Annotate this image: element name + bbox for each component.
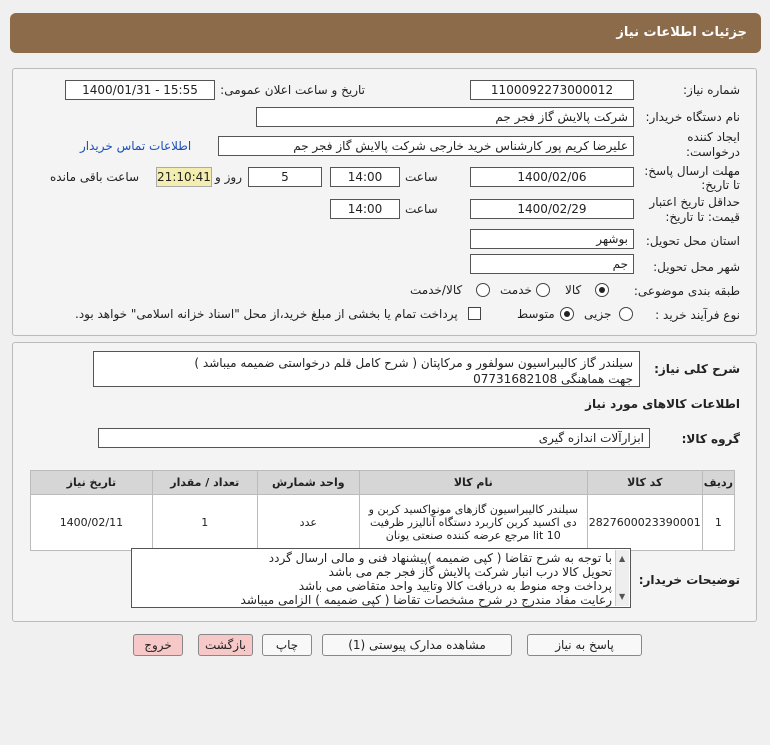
validity-label-2: قیمت: تا تاریخ: [665, 210, 740, 224]
validity-time-label: ساعت [405, 202, 438, 216]
deadline-time-label: ساعت [405, 170, 438, 184]
category-label: طبقه بندی موضوعی: [633, 284, 740, 298]
cell-name: سیلندر کالیبراسیون گازهای مونواکسید کربن و دی اکسید کربن کاربرد دستگاه آنالیزر ظرفیت 10 lit مرجع عرضه کننده صنعتی یونان [359, 495, 587, 551]
attachments-button[interactable]: مشاهده مدارک پیوستی (1) [322, 634, 512, 656]
need-number-field: 1100092273000012 [470, 80, 634, 100]
category-goods-radio[interactable] [595, 283, 609, 297]
treasury-payment-checkbox[interactable] [468, 307, 481, 320]
deadline-label-1: مهلت ارسال پاسخ: [644, 164, 740, 178]
buyer-org-field: شرکت پالایش گاز فجر جم [256, 107, 634, 127]
city-field: جم [470, 254, 634, 274]
buyer-notes-label: توضیحات خریدار: [638, 573, 740, 587]
process-minor-radio[interactable] [619, 307, 633, 321]
creator-field: علیرضا کریم پور کارشناس خرید خارجی شرکت پالایش گاز فجر جم [218, 136, 634, 156]
col-unit: واحد شمارش [257, 471, 359, 495]
announce-field: 1400/01/31 - 15:55 [65, 80, 215, 100]
summary-label: شرح کلی نیاز: [654, 362, 740, 376]
treasury-payment-note: پرداخت تمام یا بخشی از مبلغ خرید،از محل "اسناد خزانه اسلامی" خواهد بود. [75, 307, 458, 321]
note-line-3: پرداخت وجه منوط به دریافت کالا وتایید واحد متقاضی می باشد [298, 579, 612, 593]
cell-qty: 1 [152, 495, 257, 551]
days-field: 5 [248, 167, 322, 187]
days-label: روز و [215, 170, 242, 184]
category-goods-service-label: کالا/خدمت [410, 283, 463, 297]
page-header [10, 13, 761, 53]
notes-scrollbar[interactable] [615, 550, 629, 606]
process-label: نوع فرآیند خرید : [655, 308, 740, 322]
cell-code: 2827600023390001 [587, 495, 702, 551]
category-goods-label: کالا [565, 283, 582, 297]
process-medium-label: متوسط [517, 307, 555, 321]
goods-table-header [31, 471, 735, 495]
summary-line-2: جهت هماهنگی 07731682108 [473, 372, 633, 386]
validity-time-field: 14:00 [330, 199, 400, 219]
col-date: تاریخ نیاز [31, 471, 153, 495]
summary-line-1: سیلندر گاز کالیبراسیون سولفور و مرکاپتان ( شرح کامل قلم درخواستی ضمیمه میباشد ) [194, 356, 633, 370]
province-label: استان محل تحویل: [645, 234, 740, 248]
category-service-label: خدمت [500, 283, 532, 297]
announce-label: تاریخ و ساعت اعلان عمومی: [220, 83, 365, 97]
validity-date-field: 1400/02/29 [470, 199, 634, 219]
print-button[interactable]: چاپ [262, 634, 312, 656]
col-code: کد کالا [587, 471, 702, 495]
scroll-up-icon[interactable]: ▲ [619, 554, 626, 563]
category-service-radio[interactable] [536, 283, 550, 297]
cell-unit: عدد [257, 495, 359, 551]
goods-group-label: گروه کالا: [681, 432, 740, 446]
creator-label-2: درخواست: [686, 145, 740, 159]
process-minor-label: جزیی [584, 307, 612, 321]
city-label: شهر محل تحویل: [653, 260, 740, 274]
countdown-timer: 21:10:41 [156, 167, 212, 187]
back-button[interactable]: بازگشت [198, 634, 253, 656]
creator-label-1: ایجاد کننده [687, 130, 740, 144]
goods-section-title: اطلاعات کالاهای مورد نیاز [585, 397, 740, 411]
category-goods-service-radio[interactable] [476, 283, 490, 297]
note-line-1: با توجه به شرح تقاضا ( کپی ضمیمه )پیشنهاد فنی و مالی ارسال گردد [268, 551, 612, 565]
col-name: نام کالا [359, 471, 587, 495]
note-line-2: تحویل کالا درب انبار شرکت پالایش گاز فجر جم می باشد [328, 565, 612, 579]
deadline-date-field: 1400/02/06 [470, 167, 634, 187]
summary-box [93, 351, 640, 387]
need-number-label: شماره نیاز: [683, 83, 740, 97]
col-row: ردیف [702, 471, 734, 495]
goods-group-field: ابزارآلات اندازه گیری [98, 428, 650, 448]
cell-date: 1400/02/11 [31, 495, 153, 551]
col-qty: تعداد / مقدار [152, 471, 257, 495]
scroll-down-icon[interactable]: ▼ [619, 592, 626, 601]
contact-info-link[interactable]: اطلاعات تماس خریدار [80, 139, 192, 153]
buyer-org-label: نام دستگاه خریدار: [645, 110, 740, 124]
table-row [31, 495, 735, 551]
cell-row: 1 [702, 495, 734, 551]
buyer-notes-box[interactable] [131, 548, 631, 608]
province-field: بوشهر [470, 229, 634, 249]
goods-table [30, 470, 735, 551]
reply-button[interactable]: پاسخ به نیاز [527, 634, 642, 656]
remaining-label: ساعت باقی مانده [50, 170, 140, 184]
note-line-4: رعایت مفاد مندرج در شرح مشخصات تقاضا ( کپی ضمیمه ) الزامی میباشد [240, 593, 612, 607]
process-medium-radio[interactable] [560, 307, 574, 321]
deadline-label-2: تا تاریخ: [701, 178, 740, 192]
validity-label-1: حداقل تاریخ اعتبار [649, 195, 740, 209]
deadline-time-field: 14:00 [330, 167, 400, 187]
page-title: جزئیات اطلاعات نیاز [616, 25, 747, 40]
exit-button[interactable]: خروج [133, 634, 183, 656]
